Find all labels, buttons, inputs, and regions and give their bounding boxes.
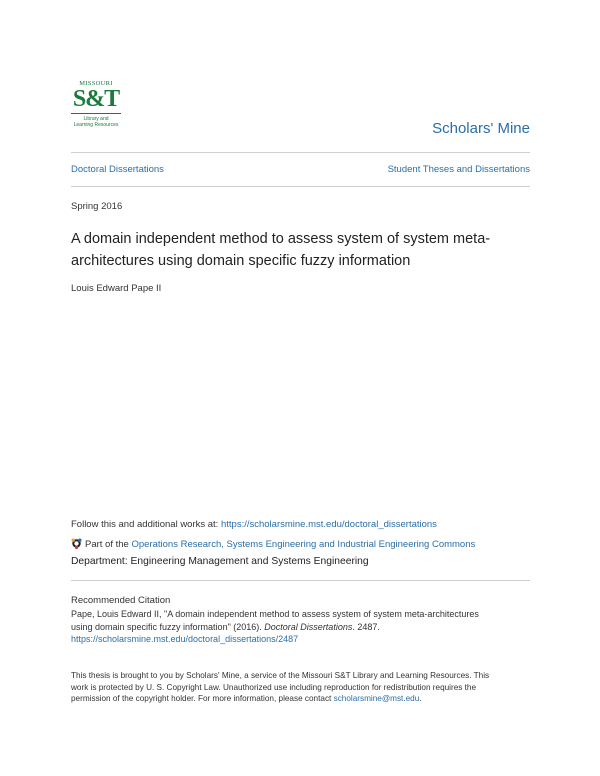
citation-text (71, 608, 541, 646)
part-of-line (71, 538, 475, 550)
follow-link[interactable]: https://scholarsmine.mst.edu/doctoral_dissertations (220, 519, 437, 530)
commons-icon (71, 538, 82, 549)
logo-mark: S&T (72, 86, 120, 112)
publication-date: Spring 2016 (71, 201, 123, 212)
header-divider (71, 152, 530, 153)
repository-name[interactable]: Scholars' Mine (432, 120, 530, 137)
citation-heading: Recommended Citation (71, 595, 171, 606)
footer-line-1: This thesis is brought to you by Scholars' Mine, a service of the Missouri S&T Library and Learning Resources. This (71, 671, 490, 680)
part-of-prefix: Part of the (85, 539, 132, 550)
missouri-st-logo (71, 80, 127, 138)
contact-email-link[interactable]: scholarsmine@mst.edu (333, 694, 420, 703)
logo-sub-text-2: Learning Resources (73, 122, 119, 128)
footer-line-3 (71, 693, 541, 705)
collection-link-student-theses[interactable]: Student Theses and Dissertations (387, 164, 530, 175)
citation-link[interactable]: https://scholarsmine.mst.edu/doctoral_dissertations/2487 (71, 634, 299, 644)
document-title (71, 228, 541, 272)
collection-link-doctoral-dissertations[interactable]: Doctoral Dissertations (71, 164, 164, 175)
document-title-line-2: architectures using domain specific fuzzy information (71, 253, 411, 269)
footer-line-3-text: permission of the copyright holder. For more information, please contact (71, 694, 334, 703)
footer-notice (71, 670, 541, 705)
citation-divider (71, 580, 530, 581)
follow-line (71, 519, 437, 530)
document-title-line-1: A domain independent method to assess system of system meta- (71, 231, 491, 247)
author-name: Louis Edward Pape II (71, 283, 162, 294)
follow-prefix: Follow this and additional works at: (71, 519, 221, 530)
logo-divider (71, 113, 121, 114)
nav-divider (71, 186, 530, 187)
commons-link[interactable]: Operations Research, Systems Engineering and Industrial Engineering Commons (131, 539, 476, 550)
department: Department: Engineering Management and Systems Engineering (71, 556, 369, 567)
logo-sub-text-1: Library and (83, 116, 109, 122)
citation-number: . 2487. (352, 621, 380, 632)
footer-line-2: work is protected by U. S. Copyright Law. Unauthorized use including reproduction for redistribution requires the (71, 682, 477, 692)
citation-series: Doctoral Dissertations (264, 621, 353, 632)
footer-line-3-end: . (419, 694, 422, 703)
citation-line-2 (71, 621, 541, 634)
citation-line-2-text: using domain specific fuzzy information" (2016). (71, 621, 265, 632)
citation-line-1: Pape, Louis Edward II, "A domain independent method to assess system of system meta-architectures (71, 609, 479, 619)
logo-top-text: MISSOURI (79, 80, 113, 87)
